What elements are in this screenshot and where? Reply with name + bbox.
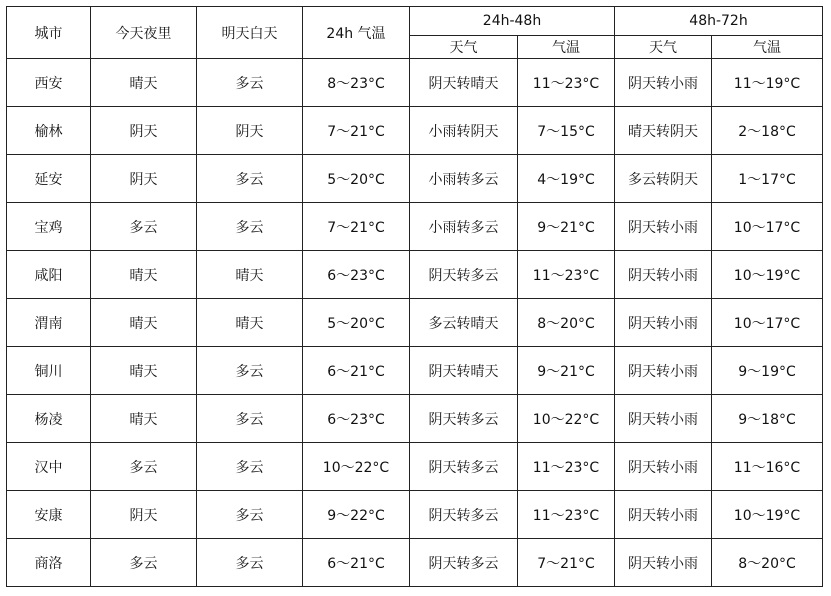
cell-temp-24h: 6～21°C [303,347,410,395]
cell-temp-48h: 11～23°C [518,59,615,107]
cell-weather-72h: 多云转阴天 [615,155,712,203]
cell-tonight: 多云 [91,443,197,491]
cell-tonight: 多云 [91,539,197,587]
cell-temp-24h: 7～21°C [303,107,410,155]
header-group-24-48h: 24h-48h [410,7,615,36]
cell-city: 商洛 [7,539,91,587]
cell-weather-72h: 晴天转阴天 [615,107,712,155]
cell-tonight: 阴天 [91,107,197,155]
cell-weather-48h: 阴天转多云 [410,491,518,539]
cell-weather-72h: 阴天转小雨 [615,395,712,443]
header-temp-24h: 24h 气温 [303,7,410,59]
cell-temp-48h: 7～21°C [518,539,615,587]
cell-temp-72h: 9～19°C [712,347,823,395]
cell-city: 延安 [7,155,91,203]
cell-tonight: 多云 [91,203,197,251]
cell-tonight: 晴天 [91,299,197,347]
cell-city: 汉中 [7,443,91,491]
table-row [7,299,823,347]
cell-tomorrow: 多云 [197,443,303,491]
cell-city: 杨凌 [7,395,91,443]
cell-temp-24h: 10～22°C [303,443,410,491]
table-row [7,155,823,203]
cell-weather-72h: 阴天转小雨 [615,347,712,395]
cell-tonight: 晴天 [91,347,197,395]
cell-city: 宝鸡 [7,203,91,251]
cell-weather-72h: 阴天转小雨 [615,443,712,491]
cell-temp-24h: 6～21°C [303,539,410,587]
cell-tomorrow: 多云 [197,203,303,251]
cell-tonight: 阴天 [91,155,197,203]
cell-temp-24h: 5～20°C [303,299,410,347]
cell-weather-72h: 阴天转小雨 [615,251,712,299]
cell-city: 渭南 [7,299,91,347]
cell-tonight: 晴天 [91,59,197,107]
cell-weather-48h: 阴天转多云 [410,395,518,443]
cell-city: 安康 [7,491,91,539]
cell-temp-24h: 5～20°C [303,155,410,203]
cell-city: 榆林 [7,107,91,155]
cell-temp-72h: 11～19°C [712,59,823,107]
cell-city: 咸阳 [7,251,91,299]
cell-temp-24h: 8～23°C [303,59,410,107]
cell-temp-48h: 10～22°C [518,395,615,443]
cell-temp-24h: 6～23°C [303,251,410,299]
cell-temp-48h: 11～23°C [518,443,615,491]
cell-tomorrow: 多云 [197,491,303,539]
cell-weather-48h: 阴天转晴天 [410,59,518,107]
cell-temp-72h: 11～16°C [712,443,823,491]
cell-weather-48h: 小雨转多云 [410,155,518,203]
cell-weather-48h: 多云转晴天 [410,299,518,347]
subheader-temp-48h: 气温 [518,36,615,59]
cell-tomorrow: 多云 [197,59,303,107]
cell-weather-72h: 阴天转小雨 [615,59,712,107]
cell-temp-48h: 11～23°C [518,491,615,539]
cell-temp-72h: 10～17°C [712,299,823,347]
header-tonight: 今天夜里 [91,7,197,59]
cell-weather-48h: 小雨转多云 [410,203,518,251]
table-row [7,347,823,395]
cell-temp-24h: 7～21°C [303,203,410,251]
cell-tomorrow: 晴天 [197,251,303,299]
cell-city: 铜川 [7,347,91,395]
cell-tomorrow: 多云 [197,155,303,203]
cell-weather-72h: 阴天转小雨 [615,203,712,251]
cell-temp-72h: 10～17°C [712,203,823,251]
cell-temp-72h: 8～20°C [712,539,823,587]
weather-forecast-table [6,6,823,587]
table-row [7,443,823,491]
cell-temp-24h: 6～23°C [303,395,410,443]
cell-weather-72h: 阴天转小雨 [615,539,712,587]
cell-weather-72h: 阴天转小雨 [615,491,712,539]
cell-temp-48h: 9～21°C [518,203,615,251]
cell-weather-48h: 小雨转阴天 [410,107,518,155]
cell-temp-24h: 9～22°C [303,491,410,539]
table-row [7,107,823,155]
cell-tomorrow: 阴天 [197,107,303,155]
cell-tomorrow: 多云 [197,539,303,587]
cell-temp-48h: 4～19°C [518,155,615,203]
cell-temp-48h: 8～20°C [518,299,615,347]
table-row [7,539,823,587]
table-row [7,251,823,299]
header-group-48-72h: 48h-72h [615,7,823,36]
cell-weather-48h: 阴天转多云 [410,539,518,587]
cell-tomorrow: 晴天 [197,299,303,347]
cell-tomorrow: 多云 [197,347,303,395]
cell-weather-72h: 阴天转小雨 [615,299,712,347]
cell-tonight: 晴天 [91,251,197,299]
header-tomorrow: 明天白天 [197,7,303,59]
cell-weather-48h: 阴天转多云 [410,443,518,491]
table-row [7,491,823,539]
cell-temp-48h: 7～15°C [518,107,615,155]
cell-city: 西安 [7,59,91,107]
cell-tonight: 晴天 [91,395,197,443]
table-header-row [7,7,823,36]
cell-temp-72h: 10～19°C [712,491,823,539]
subheader-weather-72h: 天气 [615,36,712,59]
cell-weather-48h: 阴天转多云 [410,251,518,299]
header-city: 城市 [7,7,91,59]
cell-temp-48h: 11～23°C [518,251,615,299]
cell-temp-72h: 1～17°C [712,155,823,203]
subheader-weather-48h: 天气 [410,36,518,59]
cell-weather-48h: 阴天转晴天 [410,347,518,395]
table-row [7,203,823,251]
table-row [7,59,823,107]
cell-temp-72h: 2～18°C [712,107,823,155]
cell-temp-72h: 10～19°C [712,251,823,299]
subheader-temp-72h: 气温 [712,36,823,59]
cell-temp-72h: 9～18°C [712,395,823,443]
cell-temp-48h: 9～21°C [518,347,615,395]
table-row [7,395,823,443]
cell-tomorrow: 多云 [197,395,303,443]
cell-tonight: 阴天 [91,491,197,539]
